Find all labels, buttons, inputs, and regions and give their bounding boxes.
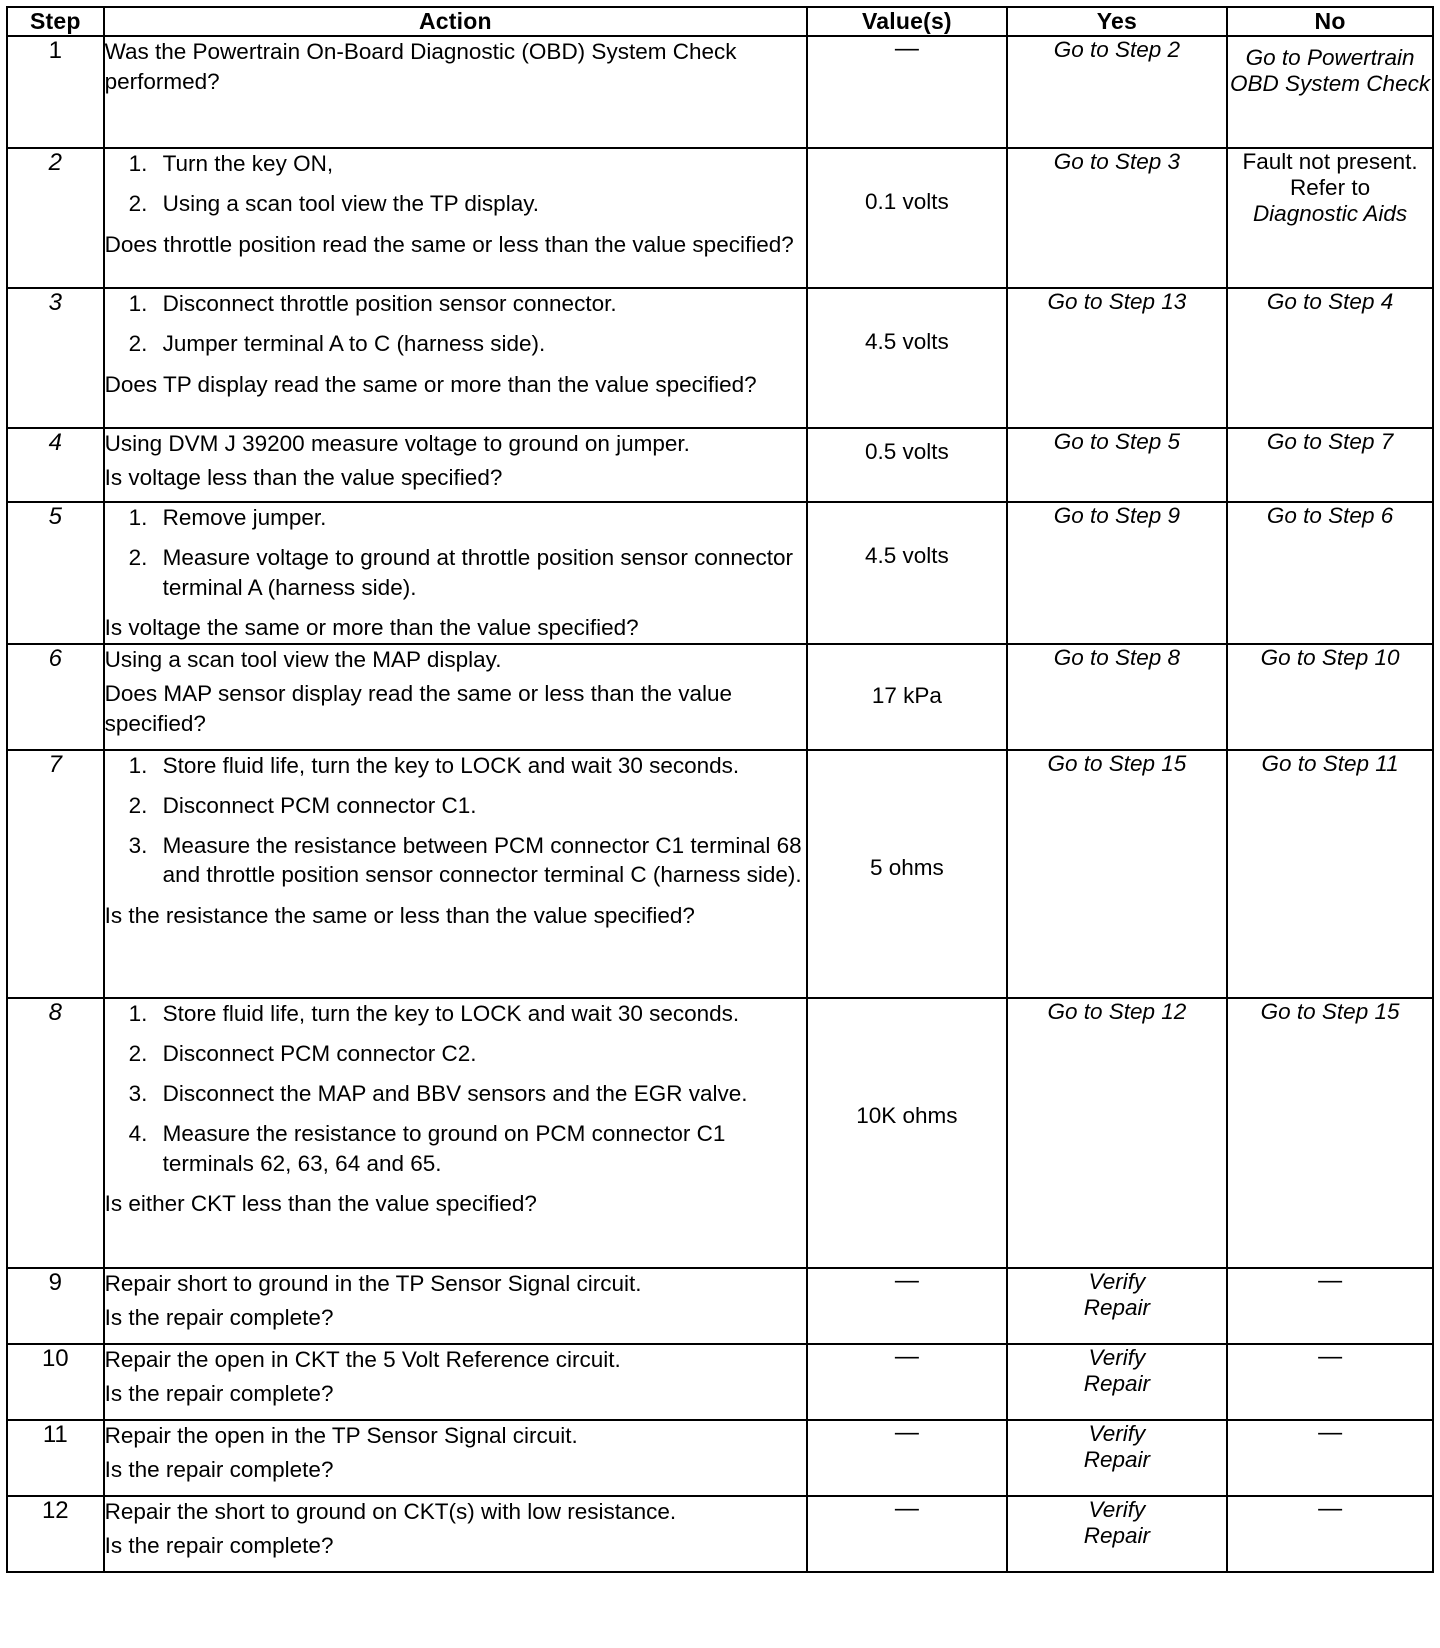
action-lead-text: Using DVM J 39200 measure voltage to ground on jumper. <box>104 431 690 456</box>
table-row <box>7 1344 1433 1420</box>
column-header-no: No <box>1227 7 1433 36</box>
value-text: 4.5 volts <box>864 543 949 568</box>
cell-step-number: 8 <box>7 998 104 1268</box>
action-step-list <box>105 289 807 359</box>
action-question-text: Is the resistance the same or less than the value specified? <box>104 902 695 928</box>
value-text: — <box>894 1494 919 1522</box>
list-item <box>105 999 807 1028</box>
table-row <box>7 502 1433 644</box>
cell-step-number: 3 <box>7 288 104 428</box>
action-question-text: Is either CKT less than the value specified? <box>104 1190 537 1216</box>
no-text-line2: Refer to <box>1290 175 1371 200</box>
yes-text: Go to Step 2 <box>1053 37 1181 62</box>
cell-no <box>1227 148 1433 288</box>
cell-action <box>104 644 808 750</box>
column-header-yes: Yes <box>1007 7 1228 36</box>
no-text: Go to Powertrain OBD System Check <box>1230 45 1431 96</box>
action-step-list <box>105 503 807 602</box>
yes-text: Go to Step 5 <box>1053 429 1181 454</box>
table-row <box>7 1420 1433 1496</box>
list-item-text: Measure the resistance to ground on PCM connector C1 terminals 62, 63, 64 and 65. <box>162 1121 726 1176</box>
action-question-text: Does throttle position read the same or less than the value specified? <box>104 231 794 257</box>
action-question-text: Does MAP sensor display read the same or less than the value specified? <box>104 680 733 736</box>
cell-no <box>1227 288 1433 428</box>
action-question-text: Is the repair complete? <box>104 1456 334 1482</box>
list-item <box>105 1039 807 1068</box>
column-header-value: Value(s) <box>807 7 1007 36</box>
cell-step-number: 2 <box>7 148 104 288</box>
no-text: Go to Step 6 <box>1266 503 1394 528</box>
list-item <box>105 189 807 218</box>
no-text: — <box>1318 1494 1343 1522</box>
list-item <box>105 1079 807 1108</box>
cell-value <box>807 148 1007 288</box>
table-row <box>7 288 1433 428</box>
cell-value <box>807 998 1007 1268</box>
table-row <box>7 644 1433 750</box>
value-text: 0.5 volts <box>864 439 949 464</box>
cell-yes <box>1007 644 1228 750</box>
cell-no <box>1227 36 1433 148</box>
list-item <box>105 543 807 602</box>
action-question-text: Is voltage less than the value specified? <box>104 464 503 490</box>
table-row <box>7 428 1433 502</box>
list-item-number: 2. <box>128 792 148 818</box>
list-item-number: 3. <box>128 1081 148 1107</box>
cell-step-number: 5 <box>7 502 104 644</box>
yes-text-line1: Verify <box>1088 1268 1146 1294</box>
list-item-number: 3. <box>128 833 148 859</box>
cell-yes <box>1007 750 1228 998</box>
yes-text: Go to Step 8 <box>1053 644 1181 670</box>
action-step-list <box>105 751 807 890</box>
cell-no <box>1227 1496 1433 1572</box>
cell-action <box>104 998 808 1268</box>
list-item-number: 1. <box>128 1000 148 1026</box>
list-item-text: Turn the key ON, <box>162 151 334 176</box>
table-row <box>7 1496 1433 1572</box>
cell-action <box>104 148 808 288</box>
list-item-text: Measure the resistance between PCM connector C1 terminal 68 and throttle position sensor connector terminal C (harness side). <box>162 833 802 888</box>
list-item-text: Disconnect throttle position sensor connector. <box>162 291 617 316</box>
yes-text: Go to Step 15 <box>1047 750 1187 776</box>
yes-text: Go to Step 13 <box>1047 289 1187 314</box>
diagnostic-steps-table <box>6 6 1434 1573</box>
list-item-text: Disconnect the MAP and BBV sensors and the EGR valve. <box>162 1081 748 1107</box>
list-item-number: 4. <box>128 1121 148 1147</box>
action-lead-text: Repair the short to ground on CKT(s) with low resistance. <box>104 1498 677 1524</box>
action-question-text: Is the repair complete? <box>104 1532 334 1558</box>
no-text-line1: Fault not present. <box>1242 149 1418 174</box>
list-item-number: 1. <box>128 151 148 176</box>
cell-action <box>104 36 808 148</box>
list-item-text: Measure voltage to ground at throttle position sensor connector terminal A (harness side). <box>162 545 793 600</box>
list-item <box>105 791 807 820</box>
cell-no <box>1227 1344 1433 1420</box>
list-item <box>105 503 807 532</box>
value-text: — <box>894 1342 919 1370</box>
cell-step-number: 10 <box>7 1344 104 1420</box>
action-question-text: Is voltage the same or more than the value specified? <box>104 614 639 640</box>
table-row <box>7 750 1433 998</box>
cell-value <box>807 36 1007 148</box>
cell-value <box>807 1268 1007 1344</box>
yes-text-line2: Repair <box>1083 1522 1151 1548</box>
no-text: — <box>1318 1266 1343 1294</box>
action-question-text: Is the repair complete? <box>104 1380 334 1406</box>
cell-action <box>104 1496 808 1572</box>
yes-text: Go to Step 12 <box>1047 998 1187 1024</box>
cell-no <box>1227 1420 1433 1496</box>
cell-step-number: 7 <box>7 750 104 998</box>
value-text: 5 ohms <box>869 854 944 880</box>
cell-value <box>807 750 1007 998</box>
cell-no <box>1227 1268 1433 1344</box>
cell-no <box>1227 644 1433 750</box>
cell-step-number: 4 <box>7 428 104 502</box>
cell-step-number: 11 <box>7 1420 104 1496</box>
cell-action <box>104 1420 808 1496</box>
yes-text-line2: Repair <box>1083 1370 1151 1396</box>
list-item-number: 2. <box>128 191 148 217</box>
cell-action <box>104 1344 808 1420</box>
list-item-number: 2. <box>128 331 148 357</box>
value-text: — <box>894 1418 919 1446</box>
cell-action <box>104 750 808 998</box>
list-item-text: Store fluid life, turn the key to LOCK and wait 30 seconds. <box>162 752 740 778</box>
cell-yes <box>1007 998 1228 1268</box>
no-text: Go to Step 7 <box>1266 429 1394 454</box>
cell-yes <box>1007 1496 1228 1572</box>
list-item <box>105 329 807 358</box>
cell-yes <box>1007 428 1228 502</box>
cell-value <box>807 644 1007 750</box>
yes-text: Go to Step 9 <box>1053 503 1181 528</box>
value-text: — <box>894 35 919 62</box>
table-row <box>7 1268 1433 1344</box>
cell-step-number: 12 <box>7 1496 104 1572</box>
cell-yes <box>1007 1420 1228 1496</box>
cell-yes <box>1007 1344 1228 1420</box>
value-text: 0.1 volts <box>864 189 949 214</box>
cell-value <box>807 1496 1007 1572</box>
cell-value <box>807 1420 1007 1496</box>
cell-yes <box>1007 36 1228 148</box>
cell-step-number: 9 <box>7 1268 104 1344</box>
cell-no <box>1227 502 1433 644</box>
column-header-step: Step <box>7 7 104 36</box>
value-text: — <box>894 1266 919 1294</box>
cell-step-number: 1 <box>7 36 104 148</box>
list-item <box>105 1119 807 1178</box>
cell-action <box>104 428 808 502</box>
list-item-number: 1. <box>128 505 148 530</box>
action-lead-text: Repair short to ground in the TP Sensor Signal circuit. <box>104 1270 642 1296</box>
list-item-text: Disconnect PCM connector C1. <box>162 792 477 818</box>
cell-action <box>104 288 808 428</box>
action-step-list <box>105 149 807 219</box>
list-item <box>105 831 807 890</box>
list-item-text: Remove jumper. <box>162 505 327 530</box>
list-item-number: 2. <box>128 1040 148 1066</box>
action-lead-text: Using a scan tool view the MAP display. <box>104 646 502 672</box>
no-text: Go to Step 10 <box>1260 644 1400 670</box>
cell-action <box>104 502 808 644</box>
cell-no <box>1227 750 1433 998</box>
no-text: — <box>1318 1342 1343 1370</box>
list-item <box>105 289 807 318</box>
no-text-line3: Diagnostic Aids <box>1252 201 1408 226</box>
cell-value <box>807 502 1007 644</box>
cell-value <box>807 1344 1007 1420</box>
yes-text-line2: Repair <box>1083 1446 1151 1472</box>
value-text: 10K ohms <box>856 1102 958 1128</box>
list-item-text: Store fluid life, turn the key to LOCK and wait 30 seconds. <box>162 1000 740 1026</box>
no-text: Go to Step 15 <box>1260 998 1400 1024</box>
table-header-row <box>7 7 1433 36</box>
no-text: Go to Step 11 <box>1261 750 1399 776</box>
action-lead-text: Repair the open in the TP Sensor Signal circuit. <box>104 1422 578 1448</box>
cell-yes <box>1007 502 1228 644</box>
column-header-action: Action <box>104 7 808 36</box>
cell-value <box>807 428 1007 502</box>
list-item-number: 1. <box>128 752 148 778</box>
cell-no <box>1227 998 1433 1268</box>
action-step-list <box>105 999 807 1178</box>
list-item-number: 2. <box>128 545 148 571</box>
no-text: Go to Step 4 <box>1266 289 1394 314</box>
cell-no <box>1227 428 1433 502</box>
cell-yes <box>1007 148 1228 288</box>
yes-text-line1: Verify <box>1088 1344 1146 1370</box>
list-item-text: Disconnect PCM connector C2. <box>162 1040 477 1066</box>
cell-yes <box>1007 1268 1228 1344</box>
list-item <box>105 149 807 178</box>
cell-value <box>807 288 1007 428</box>
cell-yes <box>1007 288 1228 428</box>
action-question-text: Does TP display read the same or more than the value specified? <box>104 371 757 397</box>
list-item-number: 1. <box>128 291 148 316</box>
yes-text: Go to Step 3 <box>1053 149 1181 174</box>
yes-text-line1: Verify <box>1088 1420 1146 1446</box>
no-text: — <box>1318 1418 1343 1446</box>
cell-action <box>104 1268 808 1344</box>
value-text: 4.5 volts <box>864 329 949 354</box>
action-lead-text: Repair the open in CKT the 5 Volt Reference circuit. <box>104 1346 621 1372</box>
table-row <box>7 36 1433 148</box>
yes-text-line1: Verify <box>1088 1496 1146 1522</box>
list-item-text: Jumper terminal A to C (harness side). <box>162 331 546 357</box>
table-row <box>7 998 1433 1268</box>
list-item <box>105 751 807 780</box>
action-lead-text: Was the Powertrain On-Board Diagnostic (OBD) System Check performed? <box>104 39 737 94</box>
action-question-text: Is the repair complete? <box>104 1304 334 1330</box>
cell-step-number: 6 <box>7 644 104 750</box>
value-text: 17 kPa <box>871 682 942 708</box>
yes-text-line2: Repair <box>1083 1294 1151 1320</box>
table-row <box>7 148 1433 288</box>
list-item-text: Using a scan tool view the TP display. <box>162 191 540 217</box>
